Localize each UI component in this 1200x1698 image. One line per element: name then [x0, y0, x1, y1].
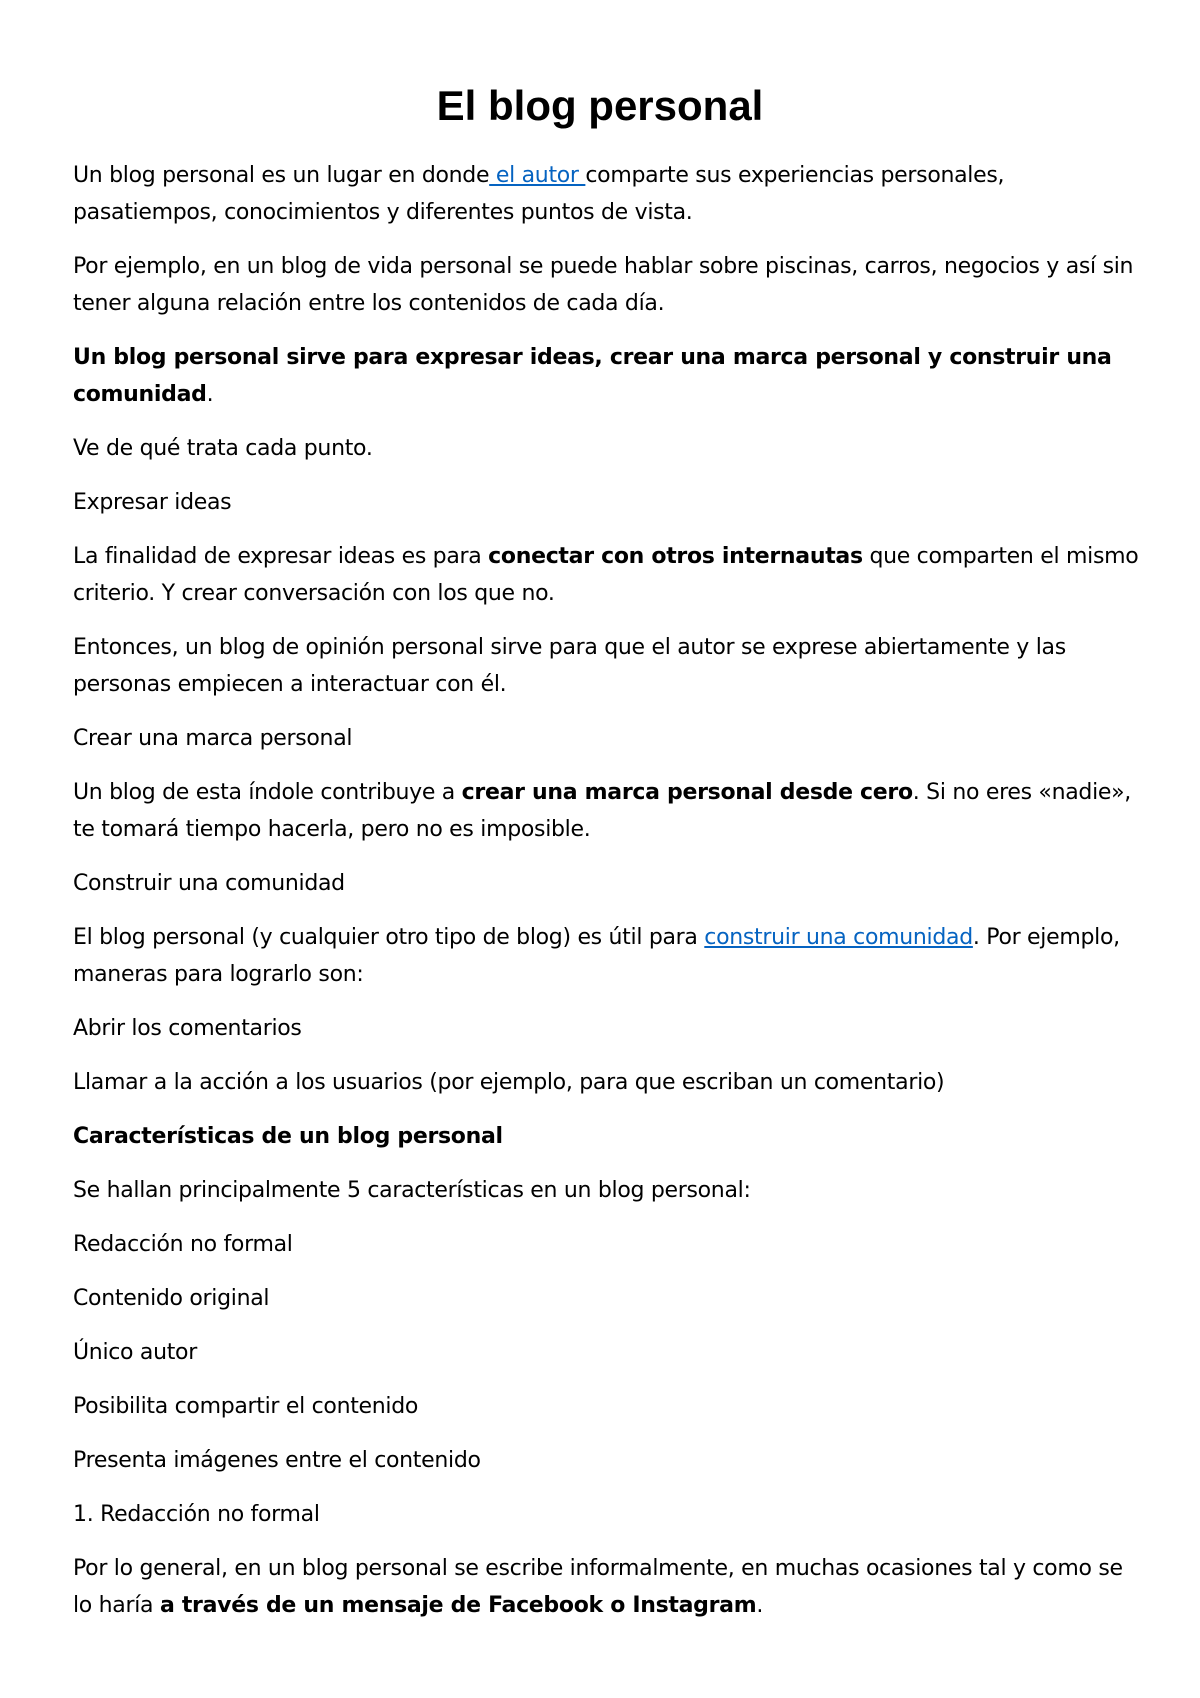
- list-item-compartir: Posibilita compartir el contenido: [73, 1394, 419, 1419]
- subheading-marca-personal: Crear una marca personal: [73, 726, 353, 751]
- subheading-caracteristicas: Características de un blog personal: [73, 1124, 503, 1149]
- page-title: El blog personal: [436, 82, 764, 129]
- paragraph-redaccion: Por lo general, en un blog personal se escribe informalmente, en muchas ocasiones tal y como se lo haría a través de un mensaje de Facebook o Instagram.: [73, 1556, 1123, 1618]
- list-item-contenido: Contenido original: [73, 1286, 270, 1311]
- paragraph-example: Por ejemplo, en un blog de vida personal se puede hablar sobre piscinas, carros, negocios y así sin tener alguna relación entre los contenidos de cada día.: [73, 254, 1134, 316]
- paragraph-caracteristicas-intro: Se hallan principalmente 5 características en un blog personal:: [73, 1178, 751, 1203]
- purpose-bold: Un blog personal sirve para expresar ideas, crear una marca personal y construir una comunidad: [73, 345, 1112, 407]
- el-autor-link[interactable]: el autor: [489, 163, 586, 188]
- subheading-expresar-ideas: Expresar ideas: [73, 490, 232, 515]
- construir-comunidad-link[interactable]: construir una comunidad: [704, 925, 973, 950]
- document-body: [73, 157, 1143, 1641]
- list-item-comentarios: Abrir los comentarios: [73, 1016, 302, 1041]
- paragraph-comunidad: El blog personal (y cualquier otro tipo de blog) es útil para construir una comunidad. Por ejemplo, maneras para lograrlo son:: [73, 925, 1120, 987]
- list-item-imagenes: Presenta imágenes entre el contenido: [73, 1448, 481, 1473]
- paragraph-opinion: Entonces, un blog de opinión personal sirve para que el autor se exprese abiertamente y las personas empiecen a interactuar con él.: [73, 635, 1066, 697]
- paragraph-expresar-ideas: La finalidad de expresar ideas es para conectar con otros internautas que comparten el mismo criterio. Y crear conversación con los que no.: [73, 544, 1139, 606]
- list-item-autor: Único autor: [73, 1340, 197, 1365]
- subheading-comunidad: Construir una comunidad: [73, 871, 345, 896]
- list-item-llamar-accion: Llamar a la acción a los usuarios (por ejemplo, para que escriban un comentario): [73, 1070, 945, 1095]
- paragraph-purpose: Un blog personal sirve para expresar ideas, crear una marca personal y construir una comunidad.: [73, 345, 1112, 407]
- paragraph-points-intro: Ve de qué trata cada punto.: [73, 436, 373, 461]
- subheading-redaccion-no-formal: 1. Redacción no formal: [73, 1502, 320, 1527]
- paragraph-marca-personal: Un blog de esta índole contribuye a crear una marca personal desde cero. Si no eres «nadie», te tomará tiempo hacerla, pero no es imposible.: [73, 780, 1131, 842]
- list-item-redaccion: Redacción no formal: [73, 1232, 293, 1257]
- paragraph-intro: Un blog personal es un lugar en donde el autor comparte sus experiencias personales, pasatiempos, conocimientos y diferentes puntos de vista.: [73, 163, 1005, 225]
